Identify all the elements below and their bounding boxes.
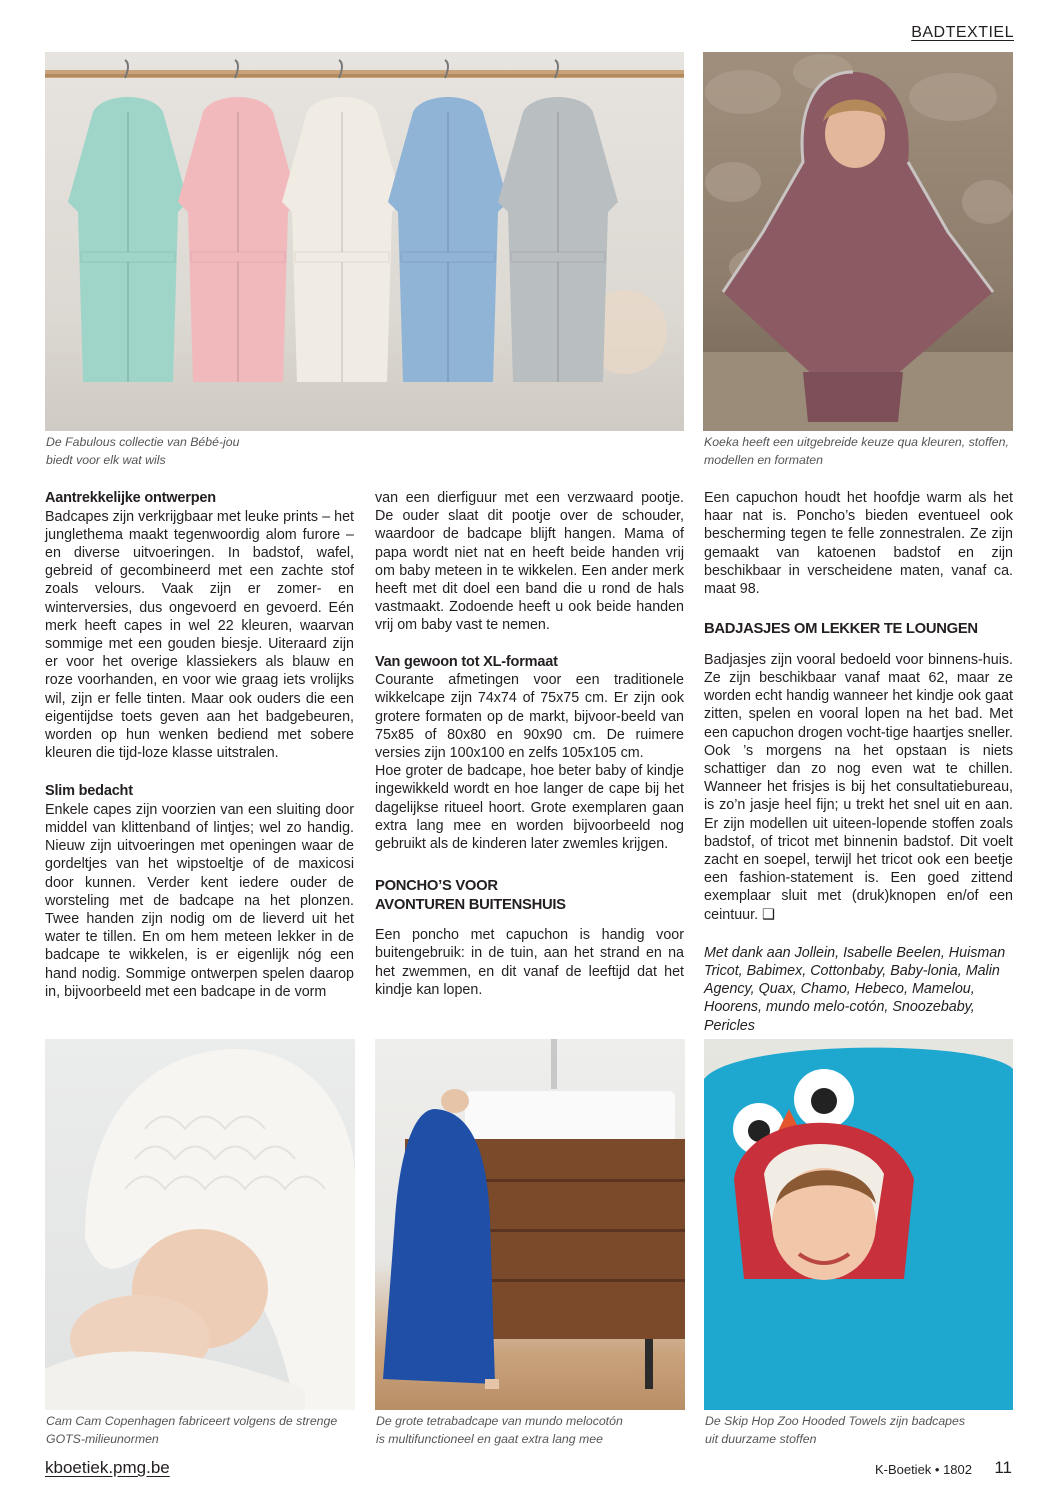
section-heading: PONCHO’S VOOR [375,878,498,895]
end-mark-icon: ❑ [762,906,775,923]
poncho-child-photo [703,52,1013,431]
caption-line: uit duurzame stoffen [705,1432,817,1446]
bathrobes-caption [46,433,446,469]
paragraph: Een capuchon houdt het hoofdje warm als het haar nat is. Poncho’s bieden eventueel ook bescherming tegen te felle zonnestralen. Ze zijn gemaakt van katoenen badstof en zijn beschikbaar in verscheidene maten, vanaf ca. maat 98. [704,490,1013,598]
caption-line: De grote tetrabadcape van mundo melocotón [376,1414,623,1428]
toddler-cape-caption [376,1412,688,1448]
subheading: Aantrekkelijke ontwerpen [45,490,216,506]
paragraph: Courante afmetingen voor een traditionele wikkelcape zijn 74x74 of 75x75 cm. Er zijn ook grotere formaten op de markt, bijvoor-beeld van 75x85 of 80x80 en 90x90 cm. De ruimere versies zijn 100x100 en zelfs 105x105 cm. [375,672,684,761]
paragraph: Enkele capes zijn voorzien van een sluiting door middel van klittenband of lintjes; wel zo handig. Nieuw zijn uitvoeringen met openingen waar de gordeltjes van het wipstoeltje of de maxicosi door kunnen. Verder kent iedere ouder de worsteling met de badcape na het plonzen. Twee handen zijn nodig om de lieverd uit het water te tillen. En om hem meteen lekker in de badcape te wikkelen, is er eigenlijk nóg een hand nodig. Sommige ontwerpen spelen daarop in, bijvoorbeeld met een badcape in de vorm [45,801,354,1000]
caption-line: Koeka heeft een uitgebreide keuze qua kleuren, stoffen, [704,435,1009,449]
paragraph: Badcapes zijn verkrijgbaar met leuke prints – het junglethema maakt tegenwoordig alom furore – en diverse uitvoeringen. In badstof, wafel, gebreid of gecombineerd met een zachte stof zoals velours. Vaak zijn er zomer- en winterversies, dus ongevoerd en gevoerd. Eén merk heeft capes in wel 22 kleuren, waarvan sommige met een gouden biesje. Uiteraard zijn er voor het overige klassiekers als blauw en roze voorhanden, en voor wie graag iets vrolijks wil, zijn er felle tinten. Maar ook ouders die een eigentijdse toets geven aan het badgebeuren, worden op hun wenken bediend met sobere kleuren die tijd-loze klasse uitstralen. [45,508,354,762]
owl-towel-caption [705,1412,1017,1448]
paragraph: Hoe groter de badcape, hoe beter baby of kindje ingewikkeld wordt en hoe langer de cape bij het dagelijkse ritueel hoort. Grote exemplaren gaan extra lang mee en worden bijvoorbeeld nog gebruikt als de kinderen later zwemles krijgen. [375,763,684,852]
subheading: Slim bedacht [45,783,133,800]
bathrobe [388,60,508,382]
caption-line: modellen en formaten [704,453,823,467]
toddler-cape-photo [375,1039,685,1410]
paragraph-text: Badjasjes zijn vooral bedoeld voor binnens-huis. Ze zijn beschikbaar vanaf maat 62, maar ze worden echt handig wanneer het kindje ook gaat zitten, spelen en vooral lopen na het bad. Met een capuchon drogen vocht-tige haartjes sneller. Ook ’s morgens na het opstaan is niets schattiger dan zo nog even wat te chillen. Wanneer het frisjes is bij het consultatiebureau, is zo’n jasje heel fijn; u trekt het snel uit en aan. Er zijn modellen uit uiteen-lopende stoffen zoals badstof, of tricot met binnenin badstof. Dit voelt zacht en soepel, terwijl het tricot ook een beetje een fashion-statement is. Een goed zittend exemplaar sluit met (druk)knopen en/of een ceintuur. [704,651,1013,923]
bathrobe [282,60,402,382]
issue-label: K-Boetiek • 1802 [874,1462,972,1477]
toddler-blue-cape-photo [375,1039,685,1410]
section-heading: AVONTUREN BUITENSHUIS [375,896,566,913]
article-column-2 [375,489,684,999]
page-number: 11 [994,1458,1012,1477]
article-column-3 [704,489,1013,1035]
bathrobe [68,60,188,382]
poncho-child-caption [704,433,1016,469]
article-column-1 [45,489,354,1001]
paragraph: Een poncho met capuchon is handig voor buitengebruik: in de tuin, aan het strand en na het zwemmen, en dit vanaf de leeftijd dat het kindje kan lopen. [375,927,684,998]
caption-line: Cam Cam Copenhagen fabriceert volgens de strenge [46,1414,338,1428]
bathrobes-on-rail-photo [45,52,684,431]
section-label: BADTEXTIEL [911,24,1014,41]
baby-hooded-towel-photo [45,1039,355,1410]
caption-line: biedt voor elk wat wils [46,453,166,467]
caption-line: is multifunctioneel en gaat extra lang mee [376,1432,603,1446]
website-link[interactable]: kboetiek.pmg.be [45,1458,170,1477]
baby-towel-caption [46,1412,358,1448]
subheading: Van gewoon tot XL-formaat [375,653,558,670]
paragraph: van een dierfiguur met een verzwaard pootje. De ouder slaat dit pootje over de schouder, waardoor de badcape blijft hangen. Mama of papa wordt niet nat en heeft beide handen vrij om baby meteen in te wikkelen. Een ander merk heeft met dit doel een band die u rond de hals vastmaakt. Zodoende heeft u ook beide handen vrij om baby vast te nemen. [375,490,684,634]
bathrobe [498,60,618,382]
baby-towel-photo [45,1039,355,1410]
bathrobes-photo [45,52,684,431]
paragraph [704,651,1013,924]
bathrobe [178,60,298,382]
caption-line: De Fabulous collectie van Bébé-jou [46,435,240,449]
owl-towel-photo [704,1039,1013,1410]
child-in-poncho-photo [703,52,1013,431]
credits: Met dank aan Jollein, Isabelle Beelen, Huisman Tricot, Babimex, Cottonbaby, Baby-lonia, Malin Agency, Quax, Chamo, Hebeco, Mamelou, Hoorens, mundo melo-cotón, Snoozebaby, Pericles [704,944,1006,1034]
caption-line: GOTS-milieunormen [46,1432,159,1446]
caption-line: De Skip Hop Zoo Hooded Towels zijn badcapes [705,1414,965,1428]
owl-hooded-towel-photo [704,1039,1013,1410]
section-heading: BADJASJES OM LEKKER TE LOUNGEN [704,621,978,638]
